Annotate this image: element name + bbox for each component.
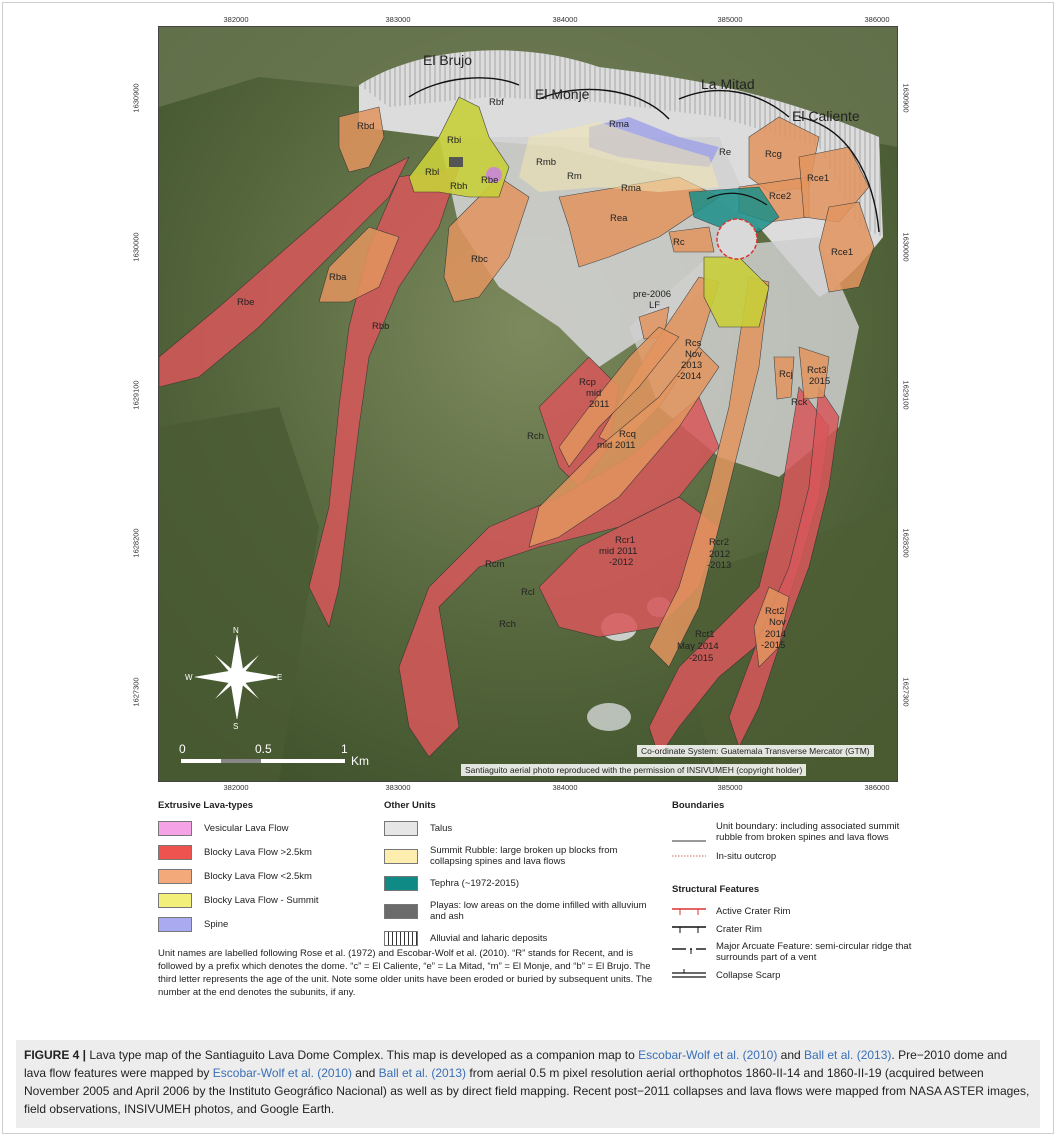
y-tick-left: 1628200 <box>131 528 141 558</box>
legend-label: Unit boundary: including associated summit rubble from broken spines and lava flows <box>716 821 900 843</box>
scale-0: 0 <box>179 742 186 756</box>
legend-label: Active Crater Rim <box>716 905 791 917</box>
swatch-tephra <box>384 876 418 891</box>
unit-label: Rct1 <box>695 629 715 640</box>
cloud-patch <box>587 703 631 731</box>
unit-label: Rbe <box>481 175 499 186</box>
region-label-el-caliente: El Caliente <box>792 108 860 124</box>
unit-label: Rcg <box>765 149 782 160</box>
unit-label: Rcj <box>779 369 793 380</box>
x-tick-top: 386000 <box>864 15 890 24</box>
unit-label: mid <box>586 388 602 399</box>
legend-extrusive <box>158 800 368 941</box>
unit-label: Rc <box>673 237 685 248</box>
legend-other-units <box>384 800 654 955</box>
legend-label: Collapse Scarp <box>716 969 781 981</box>
swatch-blocky-summit <box>158 893 192 908</box>
y-tick-left: 1627300 <box>131 677 141 707</box>
legend-label: Spine <box>204 919 229 930</box>
lava-map[interactable] <box>158 26 898 782</box>
legend-label: In-situ outcrop <box>716 850 777 862</box>
unit-label: Rmb <box>536 157 557 168</box>
unit-label: Rcl <box>521 587 535 598</box>
caption-text: . Pre−2010 dome and lava flow features were mapped by <box>24 1048 1008 1080</box>
unit-label: 2014 <box>765 629 787 640</box>
region-label-el-monje: El Monje <box>535 86 590 102</box>
region-label-la-mitad: La Mitad <box>701 76 755 92</box>
unit-label: Nov <box>769 617 786 628</box>
unit-label: Rbi <box>447 135 462 146</box>
unit-naming-note: Unit names are labelled following Rose et al. (1972) and Escobar-Wolf et al. (2010). “R” stands for Recent, and is followed by a prefix which denotes the dome. “c” = El Caliente, “e” = La Mitad, “m” = El Monje, and “b” = El Brujo. The third letter represents the age of the unit. Note some older units have been eroded or buried by subsequent units. The number at the end denotes the subunits, if any. <box>158 948 653 998</box>
collapse-scarp-symbol <box>672 969 706 981</box>
legend-other-title: Other Units <box>384 800 436 811</box>
legend-label: Alluvial and laharic deposits <box>430 933 548 944</box>
compass-s: S <box>233 722 239 731</box>
unit-label: Rba <box>329 272 347 283</box>
scale-unit: Km <box>351 754 369 768</box>
unit-label: Rbl <box>425 167 440 178</box>
playa <box>449 157 463 167</box>
y-tick-right: 1630900 <box>901 83 911 113</box>
citation-link[interactable]: Ball et al. (2013) <box>804 1048 892 1062</box>
y-tick-right: 1629100 <box>901 380 911 410</box>
legend-label: Crater Rim <box>716 923 762 935</box>
unit-label: Rct3 <box>807 365 827 376</box>
unit-label: Rbc <box>471 254 488 265</box>
compass-e: E <box>277 673 283 682</box>
swatch-blocky-short <box>158 869 192 884</box>
unit-label: Rcp <box>579 377 596 388</box>
x-tick-bottom: 384000 <box>552 783 578 792</box>
unit-label: 2012 <box>709 549 731 560</box>
unit-label: Rce1 <box>807 173 830 184</box>
legend-structural <box>672 884 922 990</box>
x-tick-bottom: 382000 <box>223 783 249 792</box>
unit-label: Rck <box>791 397 808 408</box>
citation-link[interactable]: Escobar-Wolf et al. (2010) <box>638 1048 778 1062</box>
swatch-talus <box>384 821 418 836</box>
x-tick-bottom: 385000 <box>717 783 743 792</box>
legend-label: Summit Rubble: large broken up blocks from collapsing spines and lava flows <box>430 845 618 867</box>
citation-link[interactable]: Ball et al. (2013) <box>378 1066 467 1080</box>
unit-label: 2013 <box>681 360 703 371</box>
x-tick-top: 383000 <box>385 15 411 24</box>
coordinate-system-label: Co-ordinate System: Guatemala Transverse Mercator (GTM) <box>637 745 874 757</box>
unit-label: LF <box>649 300 661 311</box>
swatch-blocky-long <box>158 845 192 860</box>
x-tick-bottom: 383000 <box>385 783 411 792</box>
unit-label: Rea <box>610 213 628 224</box>
legend-label: Blocky Lava Flow >2.5km <box>204 847 312 858</box>
photo-credit: Santiaguito aerial photo reproduced with the permission of INSIVUMEH (copyright holder) <box>461 764 806 776</box>
x-tick-bottom: 386000 <box>864 783 890 792</box>
region-label-el-brujo: El Brujo <box>423 52 473 68</box>
scale-1: 1 <box>341 742 348 756</box>
legend-label: Talus <box>430 823 453 834</box>
swatch-vesicular <box>158 821 192 836</box>
caption-text: Lava type map of the Santiaguito Lava Dome Complex. This map is developed as a companion map to <box>86 1048 639 1062</box>
unit-label: -2012 <box>609 557 634 568</box>
unit-label: Rbe <box>237 297 255 308</box>
unit-label: Rm <box>567 171 582 182</box>
y-tick-right: 1627300 <box>901 677 911 707</box>
unit-label: -2013 <box>707 560 732 571</box>
y-tick-right: 1628200 <box>901 528 911 558</box>
caption-text: from aerial 0.5 m pixel resolution aerial orthophotos 1860-II-14 and 1860-II-19 (acquired between November 2005 and April 2006 by the Instituto Geográfico Nacional) as well as by direct field mapping. Recent post−2011 collapses and lava flows were mapped from NASA ASTER images, field observations, INSIVUMEH photos, and Google Earth. <box>24 1066 1030 1116</box>
legend-label: Blocky Lava Flow <2.5km <box>204 871 312 882</box>
legend-label: Vesicular Lava Flow <box>204 823 289 834</box>
legend-boundaries-title: Boundaries <box>672 800 725 811</box>
unit-label: Rma <box>609 119 630 130</box>
unit-label: -2015 <box>761 640 786 651</box>
y-tick-left: 1630900 <box>131 83 141 113</box>
unit-label: mid 2011 <box>597 440 636 451</box>
unit-label: May 2014 <box>677 641 719 652</box>
swatch-spine <box>158 917 192 932</box>
unit-label: Rcm <box>485 559 505 570</box>
unit-label: Rbb <box>372 321 390 332</box>
x-tick-top: 382000 <box>223 15 249 24</box>
unit-label: Rma <box>621 183 642 194</box>
y-tick-left: 1629100 <box>131 380 141 410</box>
legend-structural-title: Structural Features <box>672 884 760 895</box>
unit-label: -2015 <box>689 653 714 664</box>
unit-label: Rcr1 <box>615 535 636 546</box>
unit-label: Rcq <box>619 429 636 440</box>
unit-label: Nov <box>685 349 702 360</box>
compass-n: N <box>233 626 239 635</box>
caption-text: and <box>351 1066 379 1080</box>
swatch-alluvial <box>384 931 418 946</box>
swatch-playas <box>384 904 418 919</box>
figure-caption <box>16 1040 1040 1128</box>
x-tick-top: 384000 <box>552 15 578 24</box>
unit-label: Rce2 <box>769 191 792 202</box>
unit-label: 2015 <box>809 376 831 387</box>
crater-rim-symbol <box>672 923 706 935</box>
y-tick-right: 1630000 <box>901 232 911 262</box>
active-crater-rim <box>717 219 757 259</box>
y-tick-left: 1630000 <box>131 232 141 262</box>
unit-label: Rcs <box>685 338 702 349</box>
legend-extrusive-title: Extrusive Lava-types <box>158 800 254 811</box>
unit-label: Rbh <box>450 181 468 192</box>
unit-label: Rbd <box>357 121 375 132</box>
legend-label: Major Arcuate Feature: semi-circular ridge that surrounds part of a vent <box>716 941 912 963</box>
x-tick-top: 385000 <box>717 15 743 24</box>
unit-label: Rcr2 <box>709 537 730 548</box>
compass-w: W <box>185 673 193 682</box>
unit-label: 2011 <box>589 399 610 410</box>
unit-label: Rch <box>527 431 544 442</box>
legend-boundaries <box>672 800 922 871</box>
unit-label: Rce1 <box>831 247 854 258</box>
in-situ-outcrop-symbol <box>672 850 706 862</box>
legend-label: Tephra (~1972-2015) <box>430 878 519 889</box>
unit-label: Rch <box>499 619 516 630</box>
unit-boundary-symbol <box>672 835 706 847</box>
unit-label: pre-2006 <box>633 289 672 300</box>
legend-label: Playas: low areas on the dome infilled with alluvium and ash <box>430 900 647 922</box>
unit-label: Rct2 <box>765 606 785 617</box>
unit-label: Re <box>719 147 732 158</box>
figure-number: FIGURE 4 | <box>24 1048 87 1062</box>
active-crater-rim-symbol <box>672 905 706 917</box>
legend-label: Blocky Lava Flow - Summit <box>204 895 319 906</box>
lava-map-svg <box>159 27 897 781</box>
swatch-summit-rubble <box>384 849 418 864</box>
caption-text: and <box>777 1048 805 1062</box>
major-arcuate-symbol <box>672 943 706 955</box>
scale-half: 0.5 <box>255 742 272 756</box>
unit-label: -2014 <box>677 371 702 382</box>
unit-label: Rbf <box>489 97 504 108</box>
unit-label: mid 2011 <box>599 546 638 557</box>
citation-link[interactable]: Escobar-Wolf et al. (2010) <box>212 1066 352 1080</box>
